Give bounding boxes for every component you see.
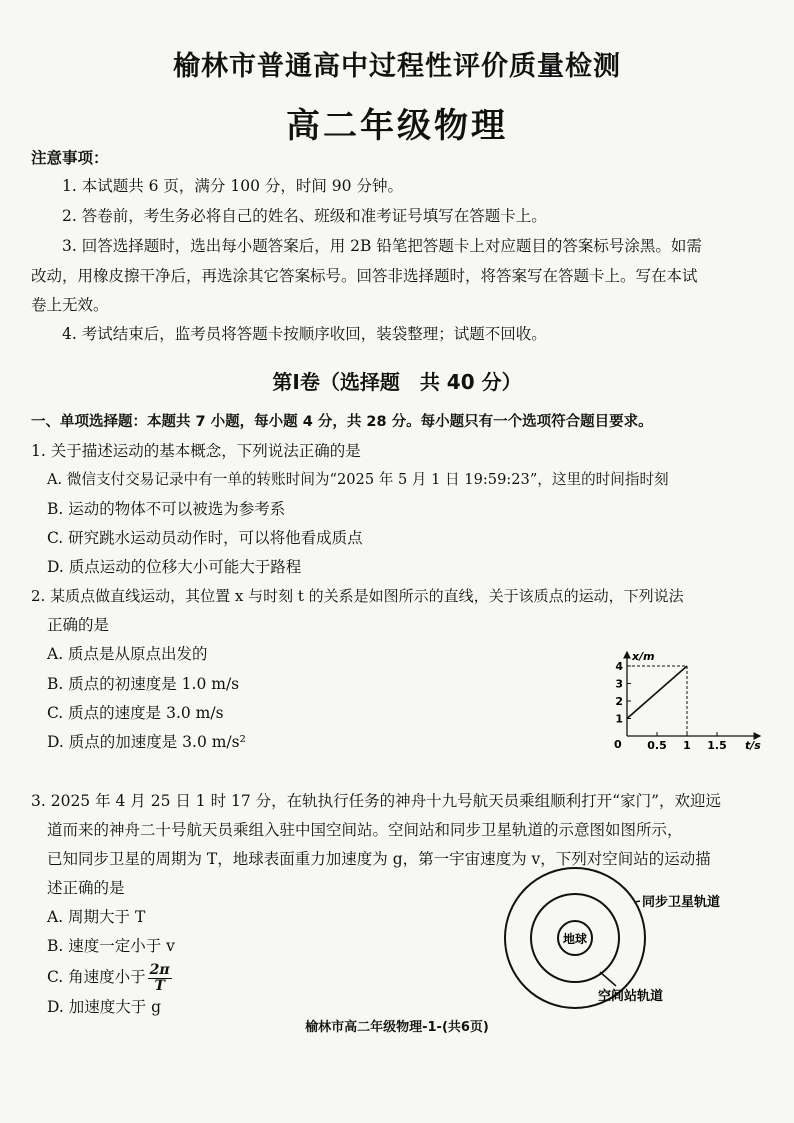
q3-option-c (47, 957, 174, 997)
part-heading: 一、单项选择题：本题共 7 小题，每小题 4 分，共 28 分。每小题只有一个选项符合题目要求。 (31, 414, 653, 430)
y-tick-label: 4 (615, 660, 623, 673)
position-time-graph (612, 648, 762, 758)
q3-option-a: A. 周期大于 T (47, 908, 146, 926)
sync-orbit-label: 同步卫星轨道 (642, 895, 721, 910)
y-tick-label: 1 (615, 712, 623, 726)
notice-item-3: 3. 回答选择题时，选出每小题答案后，用 2B 铅笔把答题卡上对应题目的答案标号涂黑。如需 (62, 237, 702, 255)
q3-option-c-fraction (148, 963, 172, 994)
q2-stem-line2: 正确的是 (47, 616, 110, 634)
notice-item-3-cont: 改动，用橡皮擦干净后，再选涂其它答案标号。回答非选择题时，将答案写在答题卡上。写在本试 (31, 267, 698, 285)
x-tick-label: 1 (683, 739, 691, 752)
orbit-diagram (518, 868, 758, 1018)
notice-item-1: 1. 本试题共 6 页，满分 100 分，时间 90 分钟。 (62, 177, 403, 195)
station-orbit-label: 空间站轨道 (598, 989, 664, 1004)
x-axis-label: t/s (745, 739, 761, 752)
origin-label: 0 (614, 738, 622, 751)
notice-heading: 注意事项： (31, 149, 109, 167)
position-line (627, 666, 687, 719)
q2-option-c: C. 质点的速度是 3.0 m/s (47, 704, 224, 722)
q1-option-a: A. 微信支付交易记录中有一单的转账时间为“2025 年 5 月 1 日 19:59:23”，这里的时间指时刻 (47, 471, 669, 488)
q1-option-d: D. 质点运动的位移大小可能大于路程 (47, 558, 302, 576)
exam-title: 榆林市普通高中过程性评价质量检测 (173, 51, 621, 82)
q3-stem-line3: 已知同步卫星的周期为 T，地球表面重力加速度为 g，第一宇宙速度为 v，下列对空间站的运动描 (47, 850, 711, 868)
q3-stem-line1: 3. 2025 年 4 月 25 日 1 时 17 分，在轨执行任务的神舟十九号航天员乘组顺利打开“家门”，欢迎远 (31, 792, 722, 810)
y-tick-label: 3 (615, 677, 623, 691)
section-title: 第Ⅰ卷（选择题 共 40 分） (272, 370, 522, 394)
y-tick-label: 2 (615, 695, 623, 708)
earth-label: 地球 (562, 932, 588, 946)
q2-option-b: B. 质点的初速度是 1.0 m/s (47, 675, 240, 693)
station-orbit-leader (600, 972, 616, 986)
x-tick-label: 0.5 (647, 739, 667, 752)
q3-option-c-text: C. 角速度小于 (47, 968, 146, 986)
fraction-numerator: 2π (149, 961, 170, 978)
q3-stem-line2: 道而来的神舟二十号航天员乘组入驻中国空间站。空间站和同步卫星轨道的示意图如图所示， (47, 821, 683, 839)
y-axis-label: x/m (632, 650, 655, 663)
q2-option-a: A. 质点是从原点出发的 (47, 645, 208, 663)
q2-option-d: D. 质点的加速度是 3.0 m/s² (47, 733, 246, 751)
q3-option-d: D. 加速度大于 g (47, 998, 162, 1016)
exam-subject-title: 高二年级物理 (286, 106, 508, 146)
fraction-denominator: T (154, 977, 165, 994)
q2-stem-line1: 2. 某质点做直线运动，其位置 x 与时刻 t 的关系是如图所示的直线，关于该质点的运动，下列说法 (31, 587, 684, 605)
x-tick-label: 1.5 (707, 739, 727, 752)
notice-item-4: 4. 考试结束后，监考员将答题卡按顺序收回，装袋整理；试题不回收。 (62, 325, 547, 343)
notice-item-2: 2. 答卷前，考生务必将自己的姓名、班级和准考证号填写在答题卡上。 (62, 207, 547, 225)
q3-stem-line4: 述正确的是 (47, 879, 125, 897)
page-footer: 榆林市高二年级物理-1-(共6页) (305, 1020, 489, 1035)
q1-option-c: C. 研究跳水运动员动作时，可以将他看成质点 (47, 529, 363, 547)
q1-option-b: B. 运动的物体不可以被选为参考系 (47, 500, 286, 518)
sync-orbit-leader (635, 901, 640, 902)
notice-item-3-end: 卷上无效。 (31, 296, 109, 314)
q1-stem: 1. 关于描述运动的基本概念，下列说法正确的是 (31, 442, 361, 460)
q3-option-b: B. 速度一定小于 v (47, 937, 175, 955)
